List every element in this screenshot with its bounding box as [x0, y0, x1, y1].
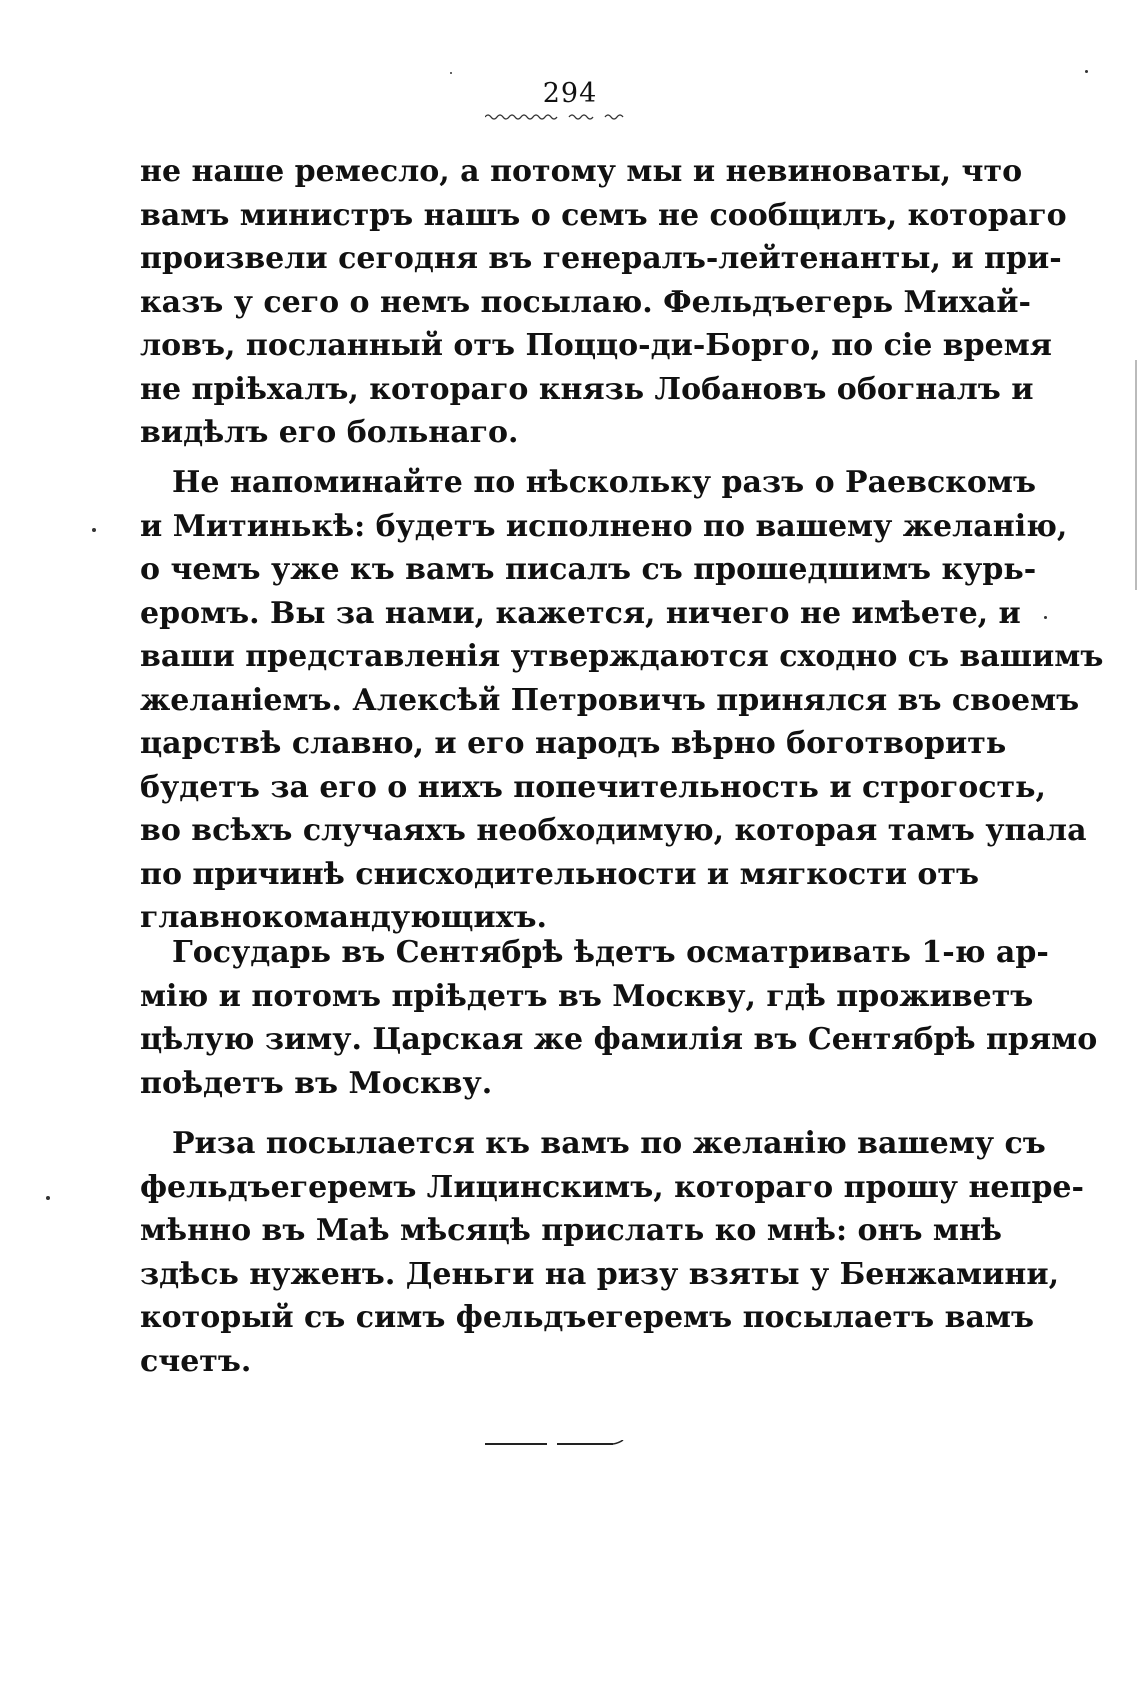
text-line: желанiемъ. Алексѣй Петровичъ принялся въ своемъ: [140, 682, 1080, 718]
text-line: казъ у сего о немъ посылаю. Фельдъегерь Михай-: [140, 284, 1032, 320]
text-line: видѣлъ его больнаго.: [140, 415, 519, 450]
text-line: поѣдетъ въ Москву.: [140, 1065, 493, 1101]
page-number: 294: [542, 78, 598, 109]
paragraph-4: [140, 1122, 1084, 1383]
end-of-section-rule: [485, 1440, 625, 1448]
text-line: который съ симъ фельдъегеремъ посылаетъ вамъ: [140, 1300, 1034, 1335]
text-line: мѣнно въ Маѣ мѣсяцѣ прислать ко мнѣ: онъ мнѣ: [140, 1213, 1003, 1248]
text-line: мiю и потомъ прiѣдетъ въ Москву, гдѣ проживетъ: [140, 978, 1034, 1014]
text-line: Государь въ Сентябрѣ ѣдетъ осматривать 1-ю ар-: [172, 935, 1049, 970]
text-line: не прiѣхалъ, котораго князь Лобановъ обогналъ и: [140, 371, 1034, 407]
margin-speck: [46, 1196, 50, 1200]
text-line: цѣлую зиму. Царская же фамилiя въ Сентябрѣ прямо: [140, 1022, 1098, 1057]
text-line: не наше ремесло, а потому мы и невиноваты, что: [140, 154, 1023, 189]
text-line: главнокомандующихъ.: [140, 900, 547, 935]
margin-speck: [1044, 616, 1047, 619]
text-line: вамъ министръ нашъ о семъ не сообщилъ, котораго: [140, 197, 1067, 233]
text-line: фельдъегеремъ Лицинскимъ, котораго прошу непре-: [140, 1169, 1084, 1205]
text-line: еромъ. Вы за нами, кажется, ничего не имѣете, и: [140, 595, 1021, 631]
text-line: по причинѣ снисходительности и мягкости отъ: [140, 856, 980, 892]
text-line: будетъ за его о нихъ попечительность и строгость,: [140, 769, 1046, 805]
text-line: ловъ, посланный отъ Поццо-ди-Борго, по сiе время: [140, 328, 1052, 363]
text-line: о чемъ уже къ вамъ писалъ съ прошедшимъ курь-: [140, 552, 1037, 587]
text-line: и Митинькѣ: будетъ исполнено по вашему желанiю,: [140, 508, 1068, 544]
paragraph-2: [140, 461, 1104, 940]
text-line: произвели сегодня въ генералъ-лейтенанты, и при-: [140, 241, 1062, 276]
margin-speck: [1085, 70, 1088, 73]
paragraph-1: [140, 150, 1067, 455]
header-ornament-rule: [485, 112, 625, 122]
page-edge-line: [1135, 360, 1137, 590]
text-line: счетъ.: [140, 1343, 252, 1379]
text-line: ваши представленiя утверждаются сходно съ вашимъ: [140, 639, 1104, 674]
text-line: Риза посылается къ вамъ по желанiю вашему съ: [172, 1126, 1046, 1161]
text-line: Не напоминайте по нѣскольку разъ о Раевскомъ: [172, 465, 1036, 500]
paragraph-3: [140, 931, 1098, 1105]
margin-speck: [92, 528, 96, 532]
margin-speck: [450, 72, 452, 74]
text-line: царствѣ славно, и его народъ вѣрно боготворить: [140, 726, 1007, 761]
text-line: во всѣхъ случаяхъ необходимую, которая тамъ упала: [140, 813, 1087, 848]
text-line: здѣсь нуженъ. Деньги на ризу взяты у Бенжамини,: [140, 1256, 1060, 1292]
